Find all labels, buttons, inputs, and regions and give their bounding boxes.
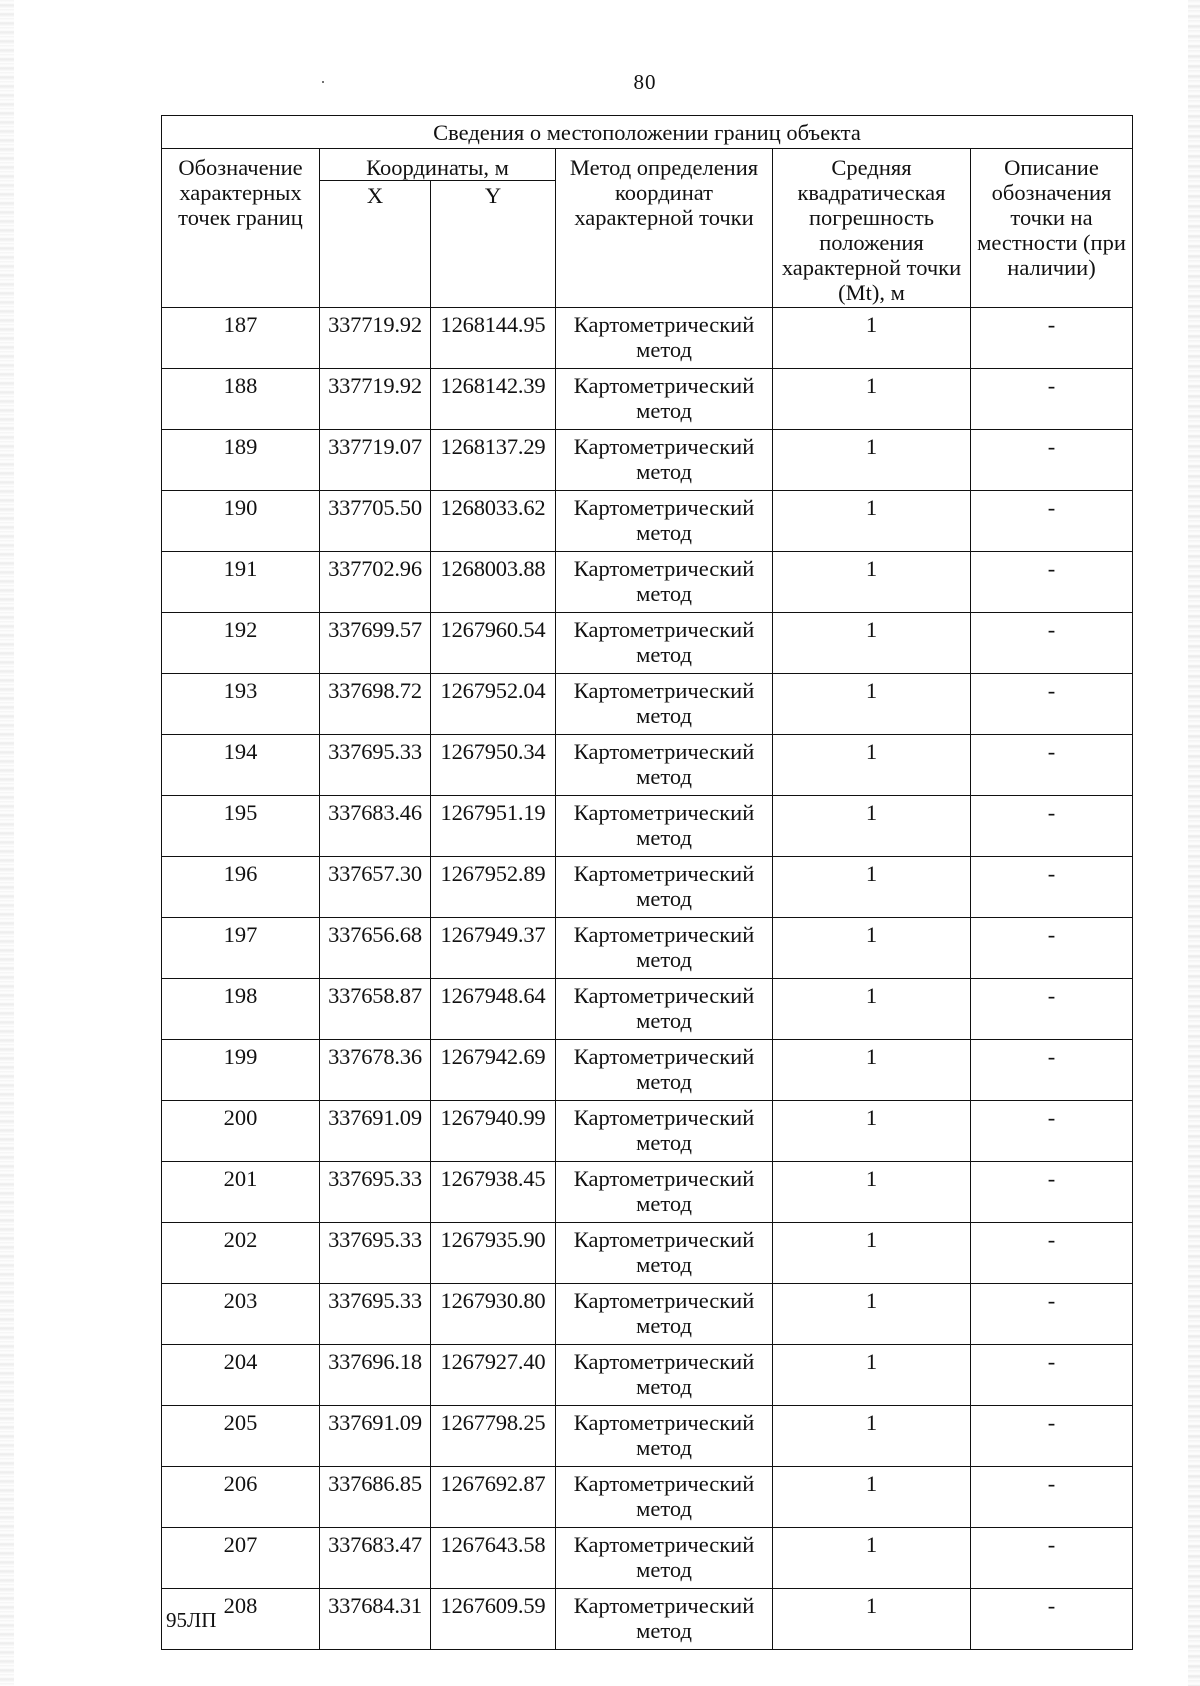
cell-x: 337656.68 [320,918,431,979]
cell-accuracy: 1 [773,1528,971,1589]
table-row [162,1223,1133,1284]
cell-y: 1267938.45 [431,1162,556,1223]
cell-y: 1268003.88 [431,552,556,613]
cell-x: 337658.87 [320,979,431,1040]
cell-accuracy: 1 [773,1223,971,1284]
header-coordinates: Координаты, м [320,149,556,181]
cell-accuracy: 1 [773,979,971,1040]
cell-x: 337686.85 [320,1467,431,1528]
cell-description: - [971,1406,1133,1467]
header-description: Описание обозначения точки на местности (при наличии) [971,149,1133,308]
cell-accuracy: 1 [773,674,971,735]
cell-description: - [971,1162,1133,1223]
cell-method: Картометрический метод [556,552,773,613]
cell-description: - [971,1345,1133,1406]
header-y: Y [431,181,556,308]
cell-y: 1267930.80 [431,1284,556,1345]
cell-x: 337696.18 [320,1345,431,1406]
cell-x: 337691.09 [320,1101,431,1162]
cell-method: Картометрический метод [556,735,773,796]
cell-y: 1267960.54 [431,613,556,674]
cell-accuracy: 1 [773,735,971,796]
cell-accuracy: 1 [773,552,971,613]
table-row [162,979,1133,1040]
cell-accuracy: 1 [773,1589,971,1650]
cell-x: 337695.33 [320,1223,431,1284]
cell-x: 337719.92 [320,308,431,369]
cell-point: 189 [162,430,320,491]
table-row [162,1589,1133,1650]
cell-point: 205 [162,1406,320,1467]
cell-point: 199 [162,1040,320,1101]
cell-method: Картометрический метод [556,979,773,1040]
table-row [162,735,1133,796]
cell-description: - [971,430,1133,491]
cell-description: - [971,1467,1133,1528]
table-caption: Сведения о местоположении границ объекта [162,116,1133,149]
cell-method: Картометрический метод [556,796,773,857]
cell-method: Картометрический метод [556,674,773,735]
cell-x: 337705.50 [320,491,431,552]
table-row [162,369,1133,430]
cell-x: 337678.36 [320,1040,431,1101]
cell-point: 208 [162,1589,320,1650]
boundary-points-table [161,115,1133,1650]
cell-y: 1267948.64 [431,979,556,1040]
cell-method: Картометрический метод [556,1589,773,1650]
cell-description: - [971,1101,1133,1162]
cell-y: 1267952.04 [431,674,556,735]
cell-x: 337683.46 [320,796,431,857]
table-row [162,1284,1133,1345]
table-row [162,796,1133,857]
cell-description: - [971,1223,1133,1284]
cell-point: 207 [162,1528,320,1589]
table-row [162,1528,1133,1589]
cell-method: Картометрический метод [556,1101,773,1162]
cell-point: 197 [162,918,320,979]
header-accuracy: Средняя квадратическая погрешность положения характерной точки (Mt), м [773,149,971,308]
cell-x: 337695.33 [320,1284,431,1345]
cell-y: 1267643.58 [431,1528,556,1589]
cell-x: 337695.33 [320,735,431,796]
cell-description: - [971,796,1133,857]
cell-y: 1268137.29 [431,430,556,491]
cell-description: - [971,857,1133,918]
cell-accuracy: 1 [773,491,971,552]
cell-y: 1267942.69 [431,1040,556,1101]
table-row [162,1406,1133,1467]
cell-method: Картометрический метод [556,430,773,491]
cell-point: 202 [162,1223,320,1284]
cell-y: 1267952.89 [431,857,556,918]
table-row [162,552,1133,613]
cell-y: 1267692.87 [431,1467,556,1528]
cell-x: 337657.30 [320,857,431,918]
cell-method: Картометрический метод [556,308,773,369]
cell-description: - [971,491,1133,552]
cell-x: 337702.96 [320,552,431,613]
cell-point: 204 [162,1345,320,1406]
table-row [162,918,1133,979]
cell-accuracy: 1 [773,1406,971,1467]
cell-point: 196 [162,857,320,918]
table-row [162,1345,1133,1406]
table-row [162,491,1133,552]
cell-description: - [971,1040,1133,1101]
cell-description: - [971,979,1133,1040]
cell-description: - [971,369,1133,430]
cell-method: Картометрический метод [556,613,773,674]
cell-method: Картометрический метод [556,1162,773,1223]
cell-x: 337719.07 [320,430,431,491]
cell-point: 200 [162,1101,320,1162]
cell-point: 206 [162,1467,320,1528]
cell-y: 1267798.25 [431,1406,556,1467]
cell-y: 1267935.90 [431,1223,556,1284]
footer-code: 95ЛП [166,1608,217,1632]
cell-description: - [971,308,1133,369]
table-row [162,1040,1133,1101]
table-body [162,308,1133,1650]
cell-accuracy: 1 [773,918,971,979]
cell-accuracy: 1 [773,1467,971,1528]
cell-point: 188 [162,369,320,430]
cell-description: - [971,674,1133,735]
cell-description: - [971,1589,1133,1650]
cell-accuracy: 1 [773,1284,971,1345]
cell-method: Картометрический метод [556,1406,773,1467]
cell-x: 337683.47 [320,1528,431,1589]
cell-method: Картометрический метод [556,857,773,918]
cell-y: 1267951.19 [431,796,556,857]
table-row [162,613,1133,674]
cell-description: - [971,613,1133,674]
cell-accuracy: 1 [773,430,971,491]
cell-x: 337684.31 [320,1589,431,1650]
scan-edge-right [1188,0,1200,1686]
table-row [162,1467,1133,1528]
cell-accuracy: 1 [773,1040,971,1101]
header-method: Метод определения координат характерной точки [556,149,773,308]
header-x: X [320,181,431,308]
cell-accuracy: 1 [773,796,971,857]
cell-method: Картометрический метод [556,1284,773,1345]
cell-point: 198 [162,979,320,1040]
table-row [162,674,1133,735]
table-row [162,1162,1133,1223]
cell-y: 1268142.39 [431,369,556,430]
cell-method: Картометрический метод [556,369,773,430]
cell-x: 337699.57 [320,613,431,674]
cell-point: 194 [162,735,320,796]
cell-point: 192 [162,613,320,674]
cell-x: 337698.72 [320,674,431,735]
cell-method: Картометрический метод [556,1040,773,1101]
cell-method: Картометрический метод [556,1528,773,1589]
cell-x: 337719.92 [320,369,431,430]
cell-point: 191 [162,552,320,613]
cell-point: 193 [162,674,320,735]
table-row [162,1101,1133,1162]
cell-y: 1267927.40 [431,1345,556,1406]
cell-accuracy: 1 [773,1101,971,1162]
cell-description: - [971,735,1133,796]
cell-point: 190 [162,491,320,552]
cell-y: 1268144.95 [431,308,556,369]
cell-accuracy: 1 [773,369,971,430]
cell-y: 1268033.62 [431,491,556,552]
cell-point: 195 [162,796,320,857]
cell-y: 1267940.99 [431,1101,556,1162]
cell-accuracy: 1 [773,308,971,369]
cell-method: Картометрический метод [556,1467,773,1528]
cell-method: Картометрический метод [556,491,773,552]
cell-accuracy: 1 [773,613,971,674]
cell-point: 187 [162,308,320,369]
cell-method: Картометрический метод [556,1345,773,1406]
cell-description: - [971,1528,1133,1589]
cell-y: 1267609.59 [431,1589,556,1650]
cell-accuracy: 1 [773,1162,971,1223]
scan-speck [322,81,324,83]
page-number: 80 [633,70,657,94]
cell-point: 203 [162,1284,320,1345]
cell-description: - [971,918,1133,979]
cell-description: - [971,1284,1133,1345]
cell-description: - [971,552,1133,613]
cell-point: 201 [162,1162,320,1223]
cell-method: Картометрический метод [556,918,773,979]
cell-accuracy: 1 [773,1345,971,1406]
cell-y: 1267950.34 [431,735,556,796]
cell-method: Картометрический метод [556,1223,773,1284]
cell-accuracy: 1 [773,857,971,918]
table-row [162,857,1133,918]
cell-x: 337691.09 [320,1406,431,1467]
header-point: Обозначение характерных точек границ [162,149,320,308]
table-row [162,308,1133,369]
scan-edge-left [0,0,14,1686]
cell-y: 1267949.37 [431,918,556,979]
cell-x: 337695.33 [320,1162,431,1223]
table-row [162,430,1133,491]
